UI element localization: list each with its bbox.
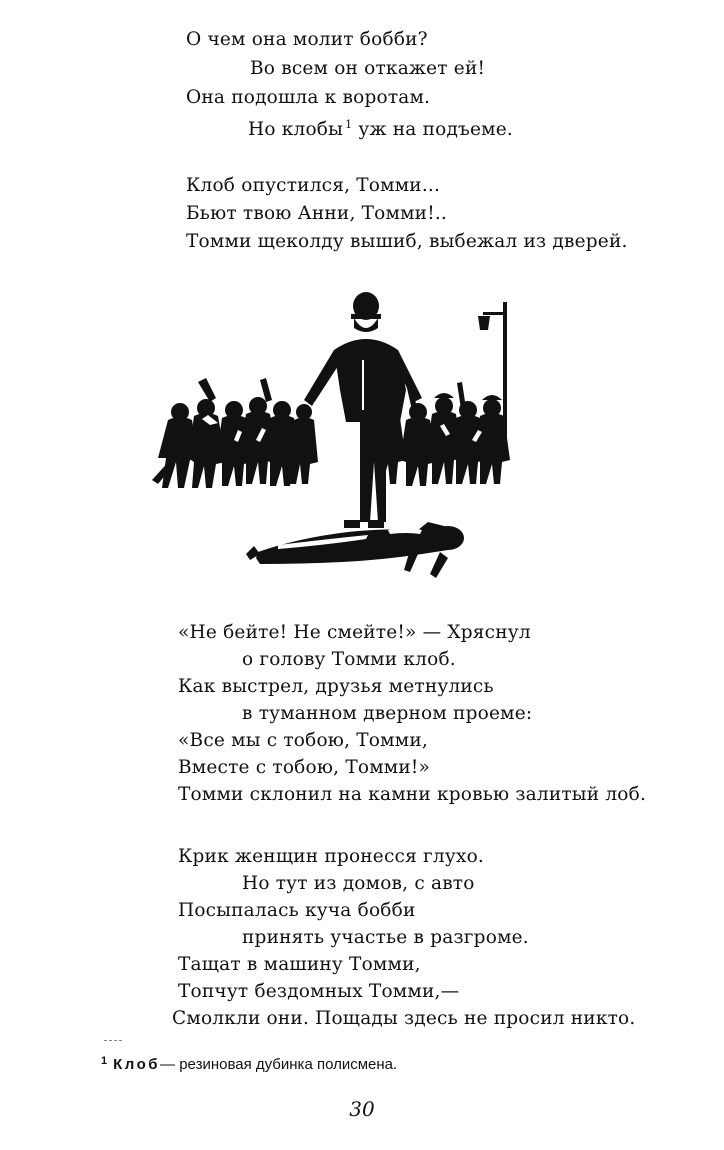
stanza3-line7: Томми склонил на камни кровью залитый лоб. (178, 784, 647, 805)
illustration-policeman-crowd (148, 290, 514, 585)
stanza1-line1: О чем она молит бобби? (186, 29, 428, 50)
stanza1-line4-b: уж на подъеме. (358, 119, 513, 140)
footnote-divider (104, 1040, 122, 1041)
stanza4-line4: принять участье в разгроме. (242, 927, 529, 948)
stanza4-line7: Смолкли они. Пощады здесь не просил никто. (172, 1008, 636, 1029)
stanza4-line2: Но тут из домов, с авто (242, 873, 475, 894)
stanza3-line3: Как выстрел, друзья метнулись (178, 676, 494, 697)
footnote-text: — резиновая дубинка полисмена. (160, 1056, 398, 1073)
crowd-left (152, 378, 318, 488)
stanza3-line4: в туманном дверном проеме: (242, 703, 533, 724)
stanza4-line1: Крик женщин пронесся глухо. (178, 846, 485, 867)
stanza3-line2: о голову Томми клоб. (242, 649, 456, 670)
policeman (304, 292, 422, 528)
stanza1-line3: Она подошла к воротам. (186, 87, 431, 108)
stanza4-line3: Посыпалась куча бобби (178, 900, 416, 921)
stanza1-line4-a: Но клобы (248, 119, 344, 140)
stanza2-line3: Томми щеколду вышиб, выбежал из дверей. (186, 231, 628, 252)
stanza4-line5: Тащат в машину Томми, (178, 954, 421, 975)
stanza2-line2: Бьют твою Анни, Томми!.. (186, 203, 448, 224)
stanza3-line6: Вместе с тобою, Томми!» (178, 757, 431, 778)
stanza1-line2: Во всем он откажет ей! (250, 58, 486, 79)
stanza4-line6: Топчут бездомных Томми,— (178, 981, 460, 1002)
stanza3-line5: «Все мы с тобою, Томми, (178, 730, 428, 751)
footnote-mark: 1 (101, 1055, 108, 1067)
footnote-reference: 1 (345, 118, 353, 131)
stanza1-line4 (248, 113, 513, 142)
page-number: 30 (349, 1097, 375, 1121)
footnote (101, 1055, 397, 1073)
stanza2-line1: Клоб опустился, Томми... (186, 175, 441, 196)
stanza3-line1: «Не бейте! Не смейте!» — Хряснул (178, 622, 531, 643)
fallen-man (246, 522, 464, 578)
footnote-term: Клоб (113, 1056, 161, 1073)
